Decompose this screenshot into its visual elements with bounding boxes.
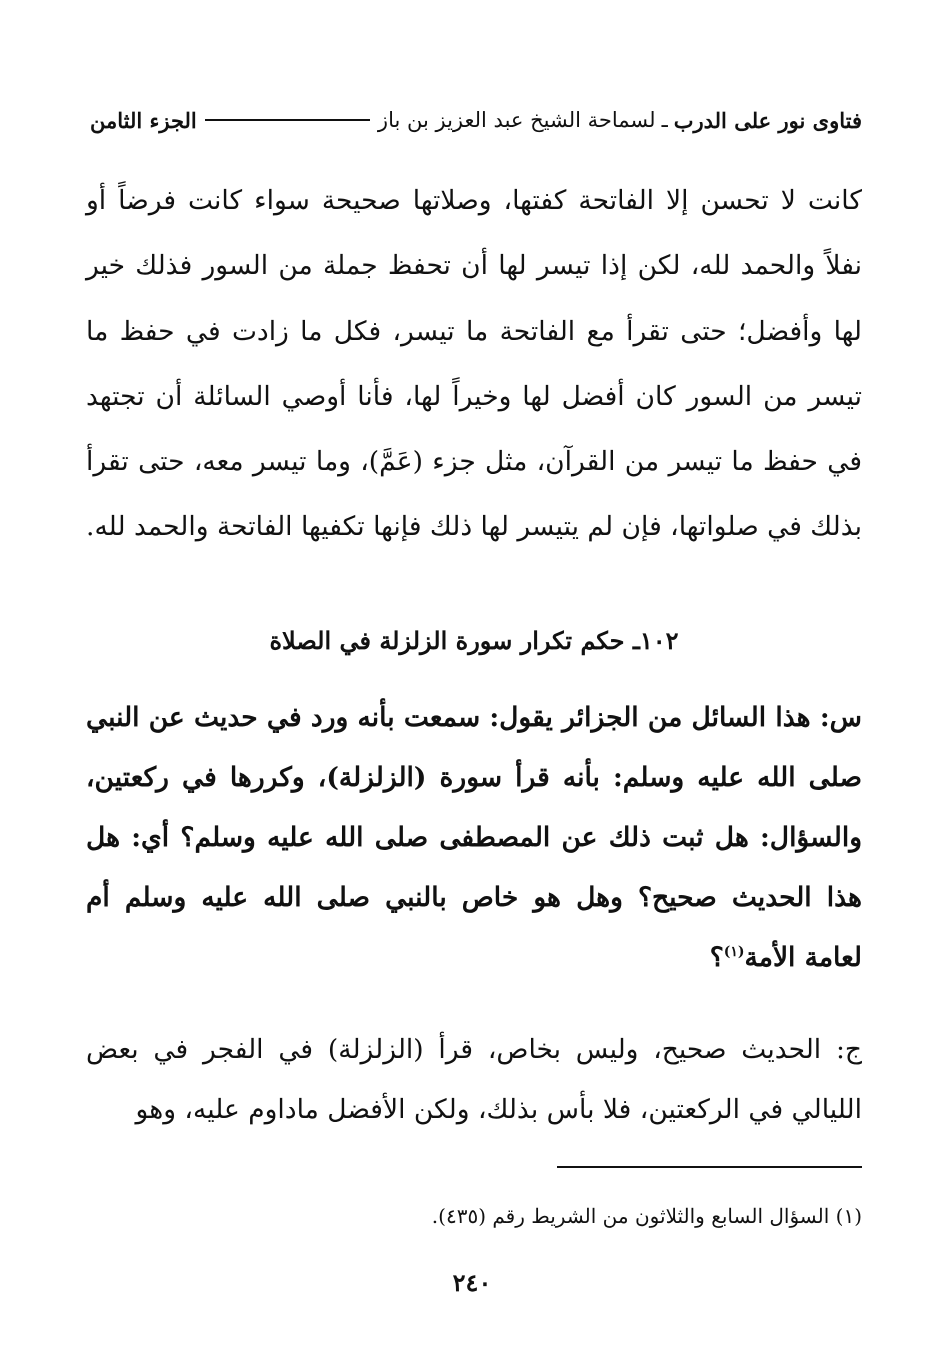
book-title: فتاوى نور على الدرب bbox=[673, 107, 862, 133]
volume-part: الجزء الثامن bbox=[90, 107, 197, 133]
page-number: ٢٤٠ bbox=[452, 1268, 492, 1297]
header-separator: ـ bbox=[661, 108, 668, 132]
header-rule bbox=[205, 119, 370, 121]
author-name: لسماحة الشيخ عبد العزيز بن باز bbox=[377, 108, 656, 132]
question-end-mark: ؟ bbox=[709, 942, 724, 973]
footnote: (١) السؤال السابع والثلاثون من الشريط رقم (٤٣٥). bbox=[431, 1204, 862, 1228]
section-heading: ١٠٢ـ حكم تكرار سورة الزلزلة في الصلاة bbox=[269, 626, 679, 655]
question-label: س: bbox=[819, 702, 862, 733]
question-block bbox=[86, 688, 862, 988]
continuation-paragraph: كانت لا تحسن إلا الفاتحة كفتها، وصلاتها صحيحة سواء كانت فرضاً أو نفلاً والحمد لله، لكن إذا تيسر لها أن تحفظ جملة من السور فذلك خير لها وأفضل؛ حتى تقرأ مع الفاتحة ما تيسر، فكل ما زادت في حفظ ما تيسر من السور كان أفضل لها وخيراً لها، فأنا أوصي السائلة أن تجتهد في حفظ ما تيسر من القرآن، مثل جزء (عَمَّ)، وما تيسر معه، حتى تقرأ بذلك في صلواتها، فإن لم يتيسر لها ذلك فإنها تكفيها الفاتحة والحمد لله. bbox=[86, 185, 862, 543]
footnote-separator bbox=[557, 1166, 862, 1168]
footnote-marker: (١) bbox=[723, 944, 745, 961]
answer-paragraph: ج: الحديث صحيح، وليس بخاص، قرأ (الزلزلة) في الفجر في بعض الليالي في الركعتين، فلا بأس بذلك، ولكن الأفضل ماداوم عليه، وهو bbox=[86, 1034, 862, 1125]
question-text: هذا السائل من الجزائر يقول: سمعت بأنه ورد في حديث عن النبي صلى الله عليه وسلم: بأنه قرأ سورة (الزلزلة)، وكررها في ركعتين، والسؤال: هل ثبت ذلك عن المصطفى صلى الله عليه وسلم؟ أي: هل هذا الحديث صحيح؟ وهل هو خاص بالنبي صلى الله عليه وسلم أم لعامة الأمة bbox=[86, 702, 862, 973]
running-header bbox=[90, 100, 862, 140]
